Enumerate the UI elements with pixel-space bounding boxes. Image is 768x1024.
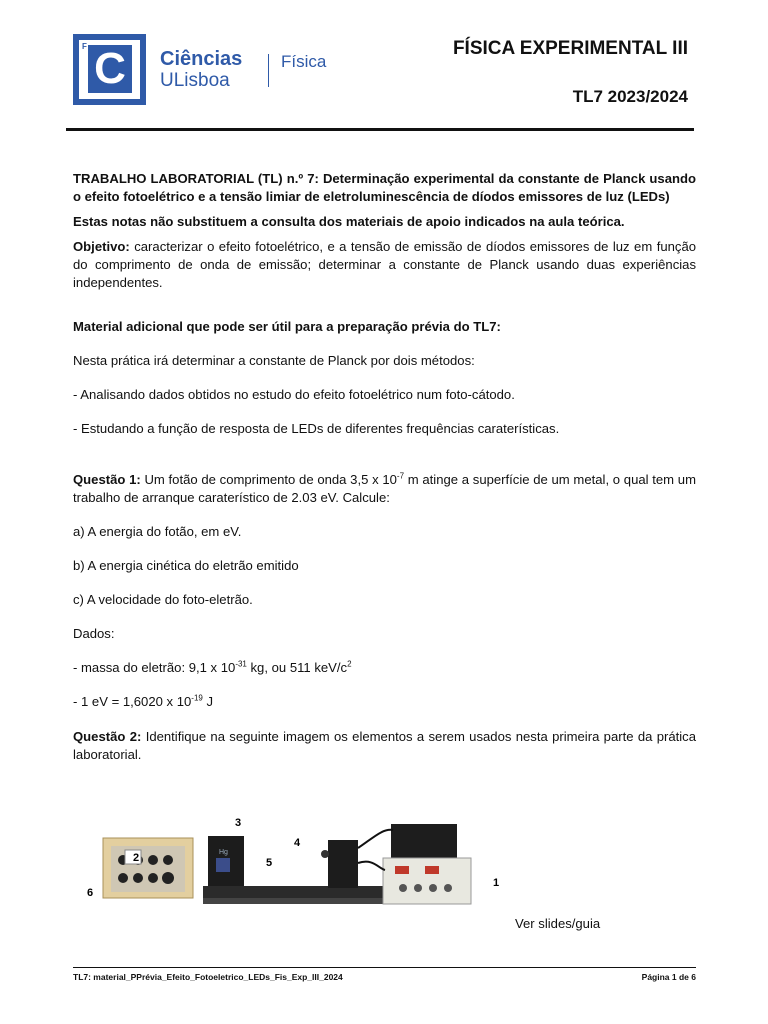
question-1-exponent: -7	[396, 471, 405, 481]
header-rule	[66, 128, 694, 131]
mass-text-a: - massa do eletrão: 9,1 x 10	[73, 660, 236, 675]
mass-text-b: kg, ou 511 keV/c	[246, 660, 348, 675]
figure-label-1: 1	[493, 877, 500, 889]
figure-label-3: 3	[235, 817, 242, 829]
knob-4	[444, 884, 452, 892]
question-1b: b) A energia cinética do eletrão emitido	[73, 558, 299, 573]
ciencias-logo	[73, 34, 146, 105]
brand-separator	[268, 54, 269, 87]
knob-3	[429, 884, 437, 892]
knob-1	[399, 884, 407, 892]
logo-small-letter: F	[82, 42, 87, 51]
mercury-lamp-window	[216, 858, 230, 872]
notice: Estas notas não substituem a consulta dos materiais de apoio indicados na aula teórica.	[73, 214, 625, 229]
material-heading: Material adicional que pode ser útil para a preparação prévia do TL7:	[73, 319, 501, 334]
footer-filename: TL7: material_PPrévia_Efeito_Fotoeletrico_LEDs_Fis_Exp_III_2024	[73, 972, 343, 982]
electron-mass	[73, 659, 696, 677]
figure-label-6: 6	[87, 887, 94, 899]
ev-exponent: -19	[191, 693, 203, 703]
photocell	[328, 840, 358, 888]
display-2	[425, 866, 439, 874]
question-1-label: Questão 1:	[73, 472, 141, 487]
ev-text-a: - 1 eV = 1,6020 x 10	[73, 694, 192, 709]
ev-conversion	[73, 693, 696, 711]
knob-2	[414, 884, 422, 892]
ev-text-b: J	[202, 694, 214, 709]
question-1	[73, 471, 696, 507]
question-2-label: Questão 2:	[73, 729, 142, 744]
brand-line1: Ciências	[160, 48, 243, 70]
lab-heading: TRABALHO LABORATORIAL (TL) n.º 7: Determinação experimental da constante de Planck usando o efeito fotoelétrico e a tensão limiar de eletroluminescência de díodos emissores de luz (LEDs)	[73, 171, 696, 204]
question-1a: a) A energia do fotão, em eV.	[73, 524, 242, 539]
course-subtitle: TL7 2023/2024	[572, 87, 688, 106]
figure-label-2: 2	[133, 852, 140, 864]
footer-rule	[73, 967, 696, 968]
see-slides-note: Ver slides/guia	[515, 916, 601, 931]
logo-letter: C	[88, 45, 132, 93]
brand-line2: ULisboa	[160, 70, 230, 91]
figure-label-5: 5	[266, 857, 273, 869]
mass-exponent-2: 2	[347, 659, 352, 669]
question-1c: c) A velocidade do foto-eletrão.	[73, 592, 253, 607]
question-2	[73, 728, 696, 764]
cable-2	[358, 862, 385, 870]
method-1: - Analisando dados obtidos no estudo do efeito fotoelétrico num foto-cátodo.	[73, 387, 515, 402]
power-supply	[383, 858, 471, 904]
cable-1	[358, 830, 393, 848]
equipment-photo	[73, 808, 513, 918]
question-1-text-b: m atinge a superfície de um metal, o qual tem um trabalho de arranque caraterístico de 2.03 eV. Calcule:	[73, 472, 696, 505]
objective-paragraph	[73, 238, 696, 292]
filter-box-inner	[111, 846, 185, 892]
figure-label-4: 4	[294, 837, 301, 849]
objective-text: caracterizar o efeito fotoelétrico, e a tensão de emissão de díodos emissores de luz em função do comprimento de onda de emissão; determinar a constante de Planck usando duas experiências independentes.	[73, 239, 697, 290]
brand-department: Física	[281, 52, 327, 71]
optical-rail-base	[203, 898, 383, 904]
document-body	[73, 170, 696, 764]
method-2: - Estudando a função de resposta de LEDs de diferentes frequências caraterísticas.	[73, 421, 560, 436]
question-1-text-a: Um fotão de comprimento de onda 3,5 x 10	[144, 472, 397, 487]
objective-label: Objetivo:	[73, 239, 130, 254]
intro-text: Nesta prática irá determinar a constante de Planck por dois métodos:	[73, 353, 475, 368]
display-1	[395, 866, 409, 874]
dados-label: Dados:	[73, 626, 115, 641]
question-2-text: Identifique na seguinte imagem os elementos a serem usados nesta primeira parte da prática laboratorial.	[73, 729, 697, 762]
mass-exponent: -31	[235, 659, 247, 669]
course-title: FÍSICA EXPERIMENTAL III	[452, 38, 688, 59]
photocell-lens	[321, 850, 329, 858]
figure-hg-label: Hg	[219, 849, 228, 856]
amplifier-unit	[391, 824, 457, 858]
footer-page-number: Página 1 de 6	[641, 972, 696, 982]
